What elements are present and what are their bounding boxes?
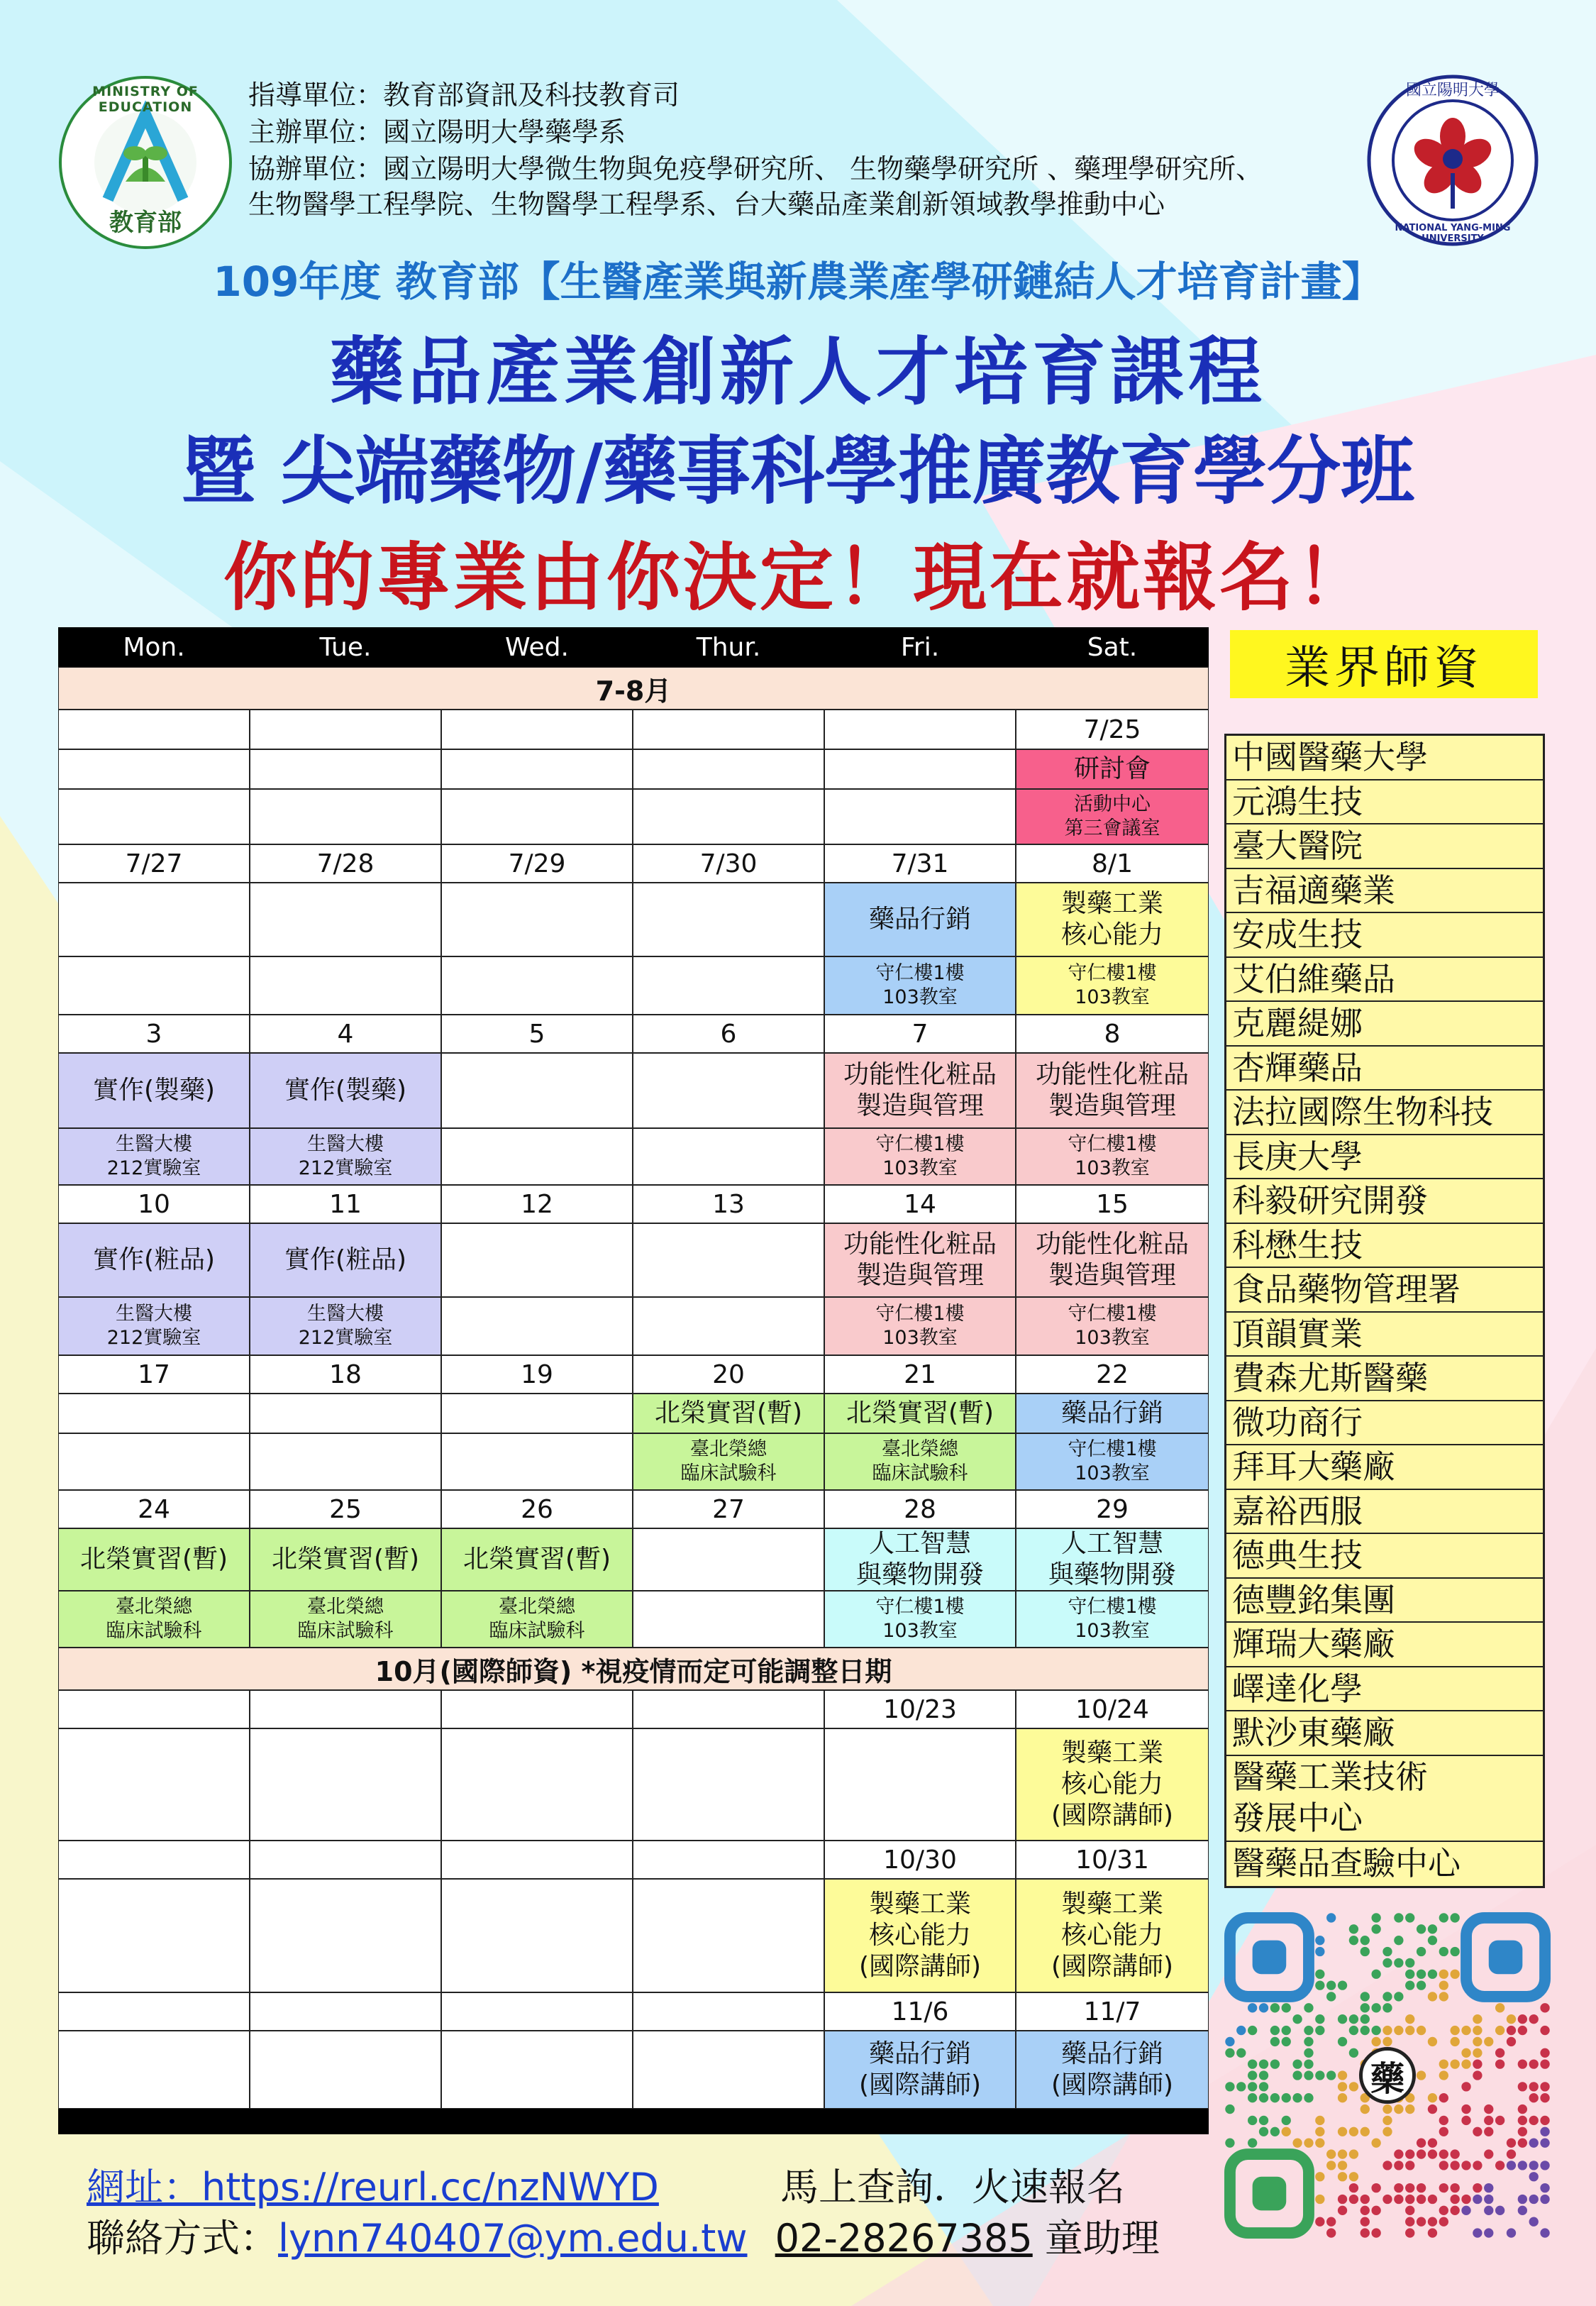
w6-date-fri bbox=[824, 1490, 1016, 1528]
empty-cell bbox=[824, 749, 1016, 789]
program-title: 藥品產業創新人才培育課程 bbox=[329, 329, 1266, 415]
empty-cell bbox=[633, 1841, 824, 1879]
empty-cell bbox=[441, 749, 633, 789]
call-to-action: 你的專業由你決定！現在就報名！ bbox=[223, 534, 1373, 621]
empty-cell bbox=[58, 1879, 250, 1992]
program-subtitle: 109年度 教育部【生醫產業與新農業產學研鏈結人才培育計畫】 bbox=[213, 258, 1383, 306]
empty-cell bbox=[633, 1297, 824, 1355]
oct2-date-sat bbox=[1016, 1841, 1209, 1879]
nymu-seal bbox=[1366, 74, 1539, 247]
w2-date-wed bbox=[441, 844, 633, 883]
company-item: 醫藥品查驗中心 bbox=[1232, 1843, 1461, 1882]
location-activity-center bbox=[1016, 789, 1209, 844]
empty-cell bbox=[441, 1690, 633, 1728]
company-item: 食品藥物管理署 bbox=[1226, 1268, 1543, 1313]
w2-date-wed-text: 7/29 bbox=[508, 849, 566, 878]
course-location-text: 臺北榮總 臨床試驗科 bbox=[489, 1596, 585, 1642]
course-location bbox=[58, 1128, 250, 1185]
slogan: 馬上查詢．火速報名 bbox=[780, 2165, 1125, 2210]
empty-cell bbox=[58, 1433, 250, 1490]
oct2-date-fri-text: 10/30 bbox=[883, 1845, 957, 1875]
w6-date-sat-text: 29 bbox=[1096, 1494, 1129, 1524]
empty-cell bbox=[250, 1879, 441, 1992]
course-location-text: 臺北榮總 臨床試驗科 bbox=[106, 1596, 202, 1642]
event-cosmetics-text: 功能性化粧品 製造與管理 bbox=[1035, 1230, 1189, 1290]
event-pharma-core-intl-text: 製藥工業 核心能力 (國際講師) bbox=[858, 1890, 982, 1981]
w5-date-wed bbox=[441, 1355, 633, 1394]
registration-url-link[interactable]: https://reurl.cc/nzNWYD bbox=[201, 2165, 659, 2210]
empty-cell bbox=[441, 956, 633, 1015]
empty-cell bbox=[250, 956, 441, 1015]
w4-date-wed-text: 12 bbox=[521, 1189, 553, 1219]
empty-cell bbox=[250, 1992, 441, 2031]
event-pharma-core-intl-text: 製藥工業 核心能力 (國際講師) bbox=[1051, 1890, 1174, 1981]
course-location bbox=[824, 1297, 1016, 1355]
oct3-date-fri-text: 11/6 bbox=[891, 1997, 949, 2026]
day-header-fri bbox=[824, 627, 1016, 667]
org-line-host: 主辦單位：國立陽明大學藥學系 bbox=[248, 116, 626, 148]
empty-cell bbox=[633, 749, 824, 789]
w6-date-fri-text: 28 bbox=[904, 1494, 936, 1524]
empty-cell bbox=[633, 1223, 824, 1297]
company-item: 費森尤斯醫藥 bbox=[1226, 1357, 1543, 1401]
day-header-mon bbox=[58, 627, 250, 667]
w2-date-sat-text: 8/1 bbox=[1092, 849, 1133, 878]
course-location-text: 臺北榮總 臨床試驗科 bbox=[872, 1438, 968, 1484]
course-location bbox=[250, 1297, 441, 1355]
w6-date-mon bbox=[58, 1490, 250, 1528]
event-cosmetics[interactable] bbox=[824, 1053, 1016, 1128]
empty-cell bbox=[250, 1394, 441, 1433]
w6-date-mon-text: 24 bbox=[138, 1494, 170, 1524]
w2-date-thu-text: 7/30 bbox=[699, 849, 758, 878]
course-location bbox=[824, 956, 1016, 1015]
event-cosmetics[interactable] bbox=[824, 1223, 1016, 1297]
company-item: 吉福適藥業 bbox=[1226, 869, 1543, 914]
course-location bbox=[824, 1433, 1016, 1490]
oct3-date-sat-text: 11/7 bbox=[1083, 1997, 1141, 2026]
event-practice-cosmetic-text: 實作(粧品) bbox=[284, 1245, 407, 1274]
course-location bbox=[1016, 1591, 1209, 1648]
empty-cell bbox=[441, 1394, 633, 1433]
w5-date-thu-text: 20 bbox=[712, 1359, 745, 1389]
event-pharma-core-intl[interactable] bbox=[1016, 1879, 1209, 1992]
empty-cell bbox=[58, 1690, 250, 1728]
qr-code[interactable] bbox=[1224, 1912, 1551, 2239]
event-pharma-core-intl[interactable] bbox=[824, 1879, 1016, 1992]
course-location bbox=[250, 1591, 441, 1648]
empty-cell bbox=[58, 789, 250, 844]
phone-number: 02-28267385 bbox=[775, 2216, 1033, 2261]
empty-cell bbox=[441, 883, 633, 956]
w4-date-tue bbox=[250, 1185, 441, 1223]
empty-cell bbox=[633, 1128, 824, 1185]
section-header-october-text: 10月(國際師資) *視疫情而定可能調整日期 bbox=[375, 1655, 892, 1687]
day-header-tue bbox=[250, 627, 441, 667]
qr-center-label: 藥 bbox=[1359, 2047, 1416, 2104]
empty-cell bbox=[633, 1728, 824, 1841]
w5-date-mon-text: 17 bbox=[138, 1359, 170, 1389]
course-location bbox=[441, 1591, 633, 1648]
w4-date-mon bbox=[58, 1185, 250, 1223]
course-location-text: 生醫大樓 212實驗室 bbox=[106, 1133, 201, 1179]
oct2-date-fri bbox=[824, 1841, 1016, 1879]
w4-date-wed bbox=[441, 1185, 633, 1223]
section-header-summer bbox=[58, 667, 1209, 710]
course-location-text: 臺北榮總 臨床試驗科 bbox=[297, 1596, 394, 1642]
empty-cell bbox=[441, 1297, 633, 1355]
url-row bbox=[87, 2157, 659, 2212]
event-drug-marketing-text: 藥品行銷 bbox=[1060, 1399, 1163, 1428]
w2-date-mon bbox=[58, 844, 250, 883]
event-vghtpe-intern-text: 北榮實習(暫) bbox=[462, 1545, 611, 1574]
empty-cell bbox=[633, 1879, 824, 1992]
w2-date-fri-text: 7/31 bbox=[891, 849, 949, 878]
event-pharma-core-text: 製藥工業 核心能力 bbox=[1060, 889, 1163, 949]
course-location bbox=[633, 1433, 824, 1490]
w4-date-thu-text: 13 bbox=[712, 1189, 745, 1219]
w6-date-sat bbox=[1016, 1490, 1209, 1528]
course-location-text: 守仁樓1樓 103教室 bbox=[875, 1133, 965, 1179]
course-location-text: 守仁樓1樓 103教室 bbox=[875, 1596, 965, 1642]
w3-date-thu bbox=[633, 1015, 824, 1053]
w3-date-fri bbox=[824, 1015, 1016, 1053]
empty-cell bbox=[441, 1053, 633, 1128]
event-vghtpe-intern[interactable] bbox=[250, 1528, 441, 1591]
oct3-date-fri bbox=[824, 1992, 1016, 2031]
event-drug-marketing[interactable] bbox=[1016, 1394, 1209, 1433]
empty-cell bbox=[58, 710, 250, 749]
empty-cell bbox=[250, 1841, 441, 1879]
w5-date-thu bbox=[633, 1355, 824, 1394]
section-header-summer-text: 7-8月 bbox=[595, 675, 672, 707]
w6-date-wed-text: 26 bbox=[521, 1494, 553, 1524]
event-drug-marketing[interactable] bbox=[824, 883, 1016, 956]
oct3-date-sat bbox=[1016, 1992, 1209, 2031]
w4-date-sat-text: 15 bbox=[1096, 1189, 1129, 1219]
w4-date-sat bbox=[1016, 1185, 1209, 1223]
company-item: 拜耳大藥廠 bbox=[1226, 1445, 1543, 1490]
event-seminar[interactable] bbox=[1016, 749, 1209, 789]
w6-date-thu-text: 27 bbox=[712, 1494, 745, 1524]
company-item: 艾伯維藥品 bbox=[1226, 958, 1543, 1003]
event-practice-cosmetic[interactable] bbox=[58, 1223, 250, 1297]
empty-cell bbox=[633, 2031, 824, 2109]
event-cosmetics-text: 功能性化粧品 製造與管理 bbox=[843, 1060, 997, 1120]
w2-date-tue-text: 7/28 bbox=[316, 849, 375, 878]
course-location-text: 臺北榮總 臨床試驗科 bbox=[680, 1438, 777, 1484]
day-header-wed bbox=[441, 627, 633, 667]
industry-faculty-title: 業界師資 bbox=[1230, 630, 1538, 698]
empty-cell bbox=[58, 1992, 250, 2031]
course-calendar bbox=[58, 627, 1209, 2134]
w3-date-thu-text: 6 bbox=[720, 1019, 737, 1049]
course-location bbox=[1016, 1433, 1209, 1490]
empty-cell bbox=[441, 1223, 633, 1297]
contact-person: 童助理 bbox=[1044, 2216, 1160, 2261]
empty-cell bbox=[441, 1433, 633, 1490]
empty-cell bbox=[633, 1528, 824, 1591]
org-line-coorg: 協辦單位：國立陽明大學微生物與免疫學研究所、 生物藥學研究所 、藥理學研究所、 bbox=[248, 153, 1263, 184]
empty-cell bbox=[633, 710, 824, 749]
company-item: 科毅研究開發 bbox=[1226, 1179, 1543, 1224]
event-practice-pharma[interactable] bbox=[250, 1053, 441, 1128]
w5-date-tue-text: 18 bbox=[329, 1359, 362, 1389]
empty-cell bbox=[250, 2031, 441, 2109]
course-location-text: 守仁樓1樓 103教室 bbox=[1068, 1596, 1157, 1642]
w2-date-fri bbox=[824, 844, 1016, 883]
day-header-sat bbox=[1016, 627, 1209, 667]
event-ai-drug-dev[interactable] bbox=[824, 1528, 1016, 1591]
empty-cell bbox=[250, 1433, 441, 1490]
day-header-mon-text: Mon. bbox=[123, 632, 185, 662]
nymu-seal-cn: 國立陽明大學 bbox=[1405, 82, 1500, 99]
empty-cell bbox=[250, 710, 441, 749]
nymu-seal-en: NATIONAL YANG-MING UNIVERSITY bbox=[1395, 223, 1511, 244]
company-item: 法拉國際生物科技 bbox=[1226, 1091, 1543, 1135]
empty-cell bbox=[441, 789, 633, 844]
course-location bbox=[824, 1591, 1016, 1648]
program-title-2: 暨 尖端藥物/藥事科學推廣教育學分班 bbox=[181, 428, 1415, 514]
company-item: 德豐銘集團 bbox=[1226, 1579, 1543, 1623]
event-vghtpe-intern-text: 北榮實習(暫) bbox=[846, 1399, 994, 1428]
company-item: 元鴻生技 bbox=[1226, 780, 1543, 825]
course-location-text: 守仁樓1樓 103教室 bbox=[1068, 1303, 1157, 1349]
w4-date-mon-text: 10 bbox=[138, 1189, 170, 1219]
company-list bbox=[1224, 734, 1545, 1888]
empty-cell bbox=[441, 1128, 633, 1185]
day-header-tue-text: Tue. bbox=[319, 632, 372, 662]
day-header-thu-text: Thur. bbox=[696, 632, 761, 662]
event-vghtpe-intern-text: 北榮實習(暫) bbox=[654, 1399, 803, 1428]
event-ai-drug-dev[interactable] bbox=[1016, 1528, 1209, 1591]
w3-date-wed-text: 5 bbox=[528, 1019, 545, 1049]
email-link[interactable]: lynn740407@ym.edu.tw bbox=[278, 2216, 748, 2261]
day-header-fri-text: Fri. bbox=[900, 632, 940, 662]
course-location-text: 生醫大樓 212實驗室 bbox=[298, 1303, 393, 1349]
empty-cell bbox=[250, 1690, 441, 1728]
company-item: 杏輝藥品 bbox=[1226, 1047, 1543, 1091]
course-location bbox=[824, 1128, 1016, 1185]
w2-date-thu bbox=[633, 844, 824, 883]
day-header-thu bbox=[633, 627, 824, 667]
w6-date-thu bbox=[633, 1490, 824, 1528]
w3-date-mon-text: 3 bbox=[145, 1019, 162, 1049]
w2-date-mon-text: 7/27 bbox=[125, 849, 183, 878]
w5-date-fri bbox=[824, 1355, 1016, 1394]
event-practice-pharma-text: 實作(製藥) bbox=[92, 1076, 216, 1105]
w4-date-fri-text: 14 bbox=[904, 1189, 936, 1219]
company-item: 德典生技 bbox=[1226, 1534, 1543, 1579]
event-vghtpe-intern-text: 北榮實習(暫) bbox=[79, 1545, 228, 1574]
event-practice-cosmetic-text: 實作(粧品) bbox=[92, 1245, 216, 1274]
company-item: 嶧達化學 bbox=[1226, 1667, 1543, 1712]
w3-date-tue-text: 4 bbox=[337, 1019, 354, 1049]
event-pharma-core-intl[interactable] bbox=[1016, 1728, 1209, 1841]
empty-cell bbox=[633, 1690, 824, 1728]
w6-date-tue-text: 25 bbox=[329, 1494, 362, 1524]
event-pharma-core-intl-text: 製藥工業 核心能力 (國際講師) bbox=[1051, 1738, 1174, 1830]
event-cosmetics-text: 功能性化粧品 製造與管理 bbox=[843, 1230, 997, 1290]
w5-date-wed-text: 19 bbox=[521, 1359, 553, 1389]
org-line-guidance: 指導單位：教育部資訊及科技教育司 bbox=[248, 79, 680, 111]
w3-date-sat bbox=[1016, 1015, 1209, 1053]
section-header-october bbox=[58, 1648, 1209, 1690]
w3-date-tue bbox=[250, 1015, 441, 1053]
empty-cell bbox=[58, 883, 250, 956]
course-location bbox=[1016, 956, 1209, 1015]
company-item: 輝瑞大藥廠 bbox=[1226, 1623, 1543, 1667]
course-location-text: 守仁樓1樓 103教室 bbox=[1068, 1133, 1157, 1179]
company-item: 嘉裕西服 bbox=[1226, 1490, 1543, 1535]
oct1-date-fri bbox=[824, 1690, 1016, 1728]
event-vghtpe-intern[interactable] bbox=[58, 1528, 250, 1591]
company-item: 微功商行 bbox=[1226, 1401, 1543, 1446]
course-location bbox=[1016, 1297, 1209, 1355]
event-vghtpe-intern[interactable] bbox=[441, 1528, 633, 1591]
event-cosmetics[interactable] bbox=[1016, 1053, 1209, 1128]
empty-cell bbox=[441, 2031, 633, 2109]
course-location-text: 守仁樓1樓 103教室 bbox=[1068, 962, 1157, 1008]
event-vghtpe-intern[interactable] bbox=[633, 1394, 824, 1433]
event-cosmetics-text: 功能性化粧品 製造與管理 bbox=[1035, 1060, 1189, 1120]
empty-cell bbox=[633, 1591, 824, 1648]
event-drug-marketing-intl-text: 藥品行銷 (國際講師) bbox=[858, 2039, 982, 2100]
empty-cell bbox=[633, 883, 824, 956]
course-location-text: 守仁樓1樓 103教室 bbox=[1068, 1438, 1157, 1484]
empty-cell bbox=[58, 1728, 250, 1841]
moe-logo bbox=[58, 75, 233, 250]
w6-date-wed bbox=[441, 1490, 633, 1528]
w5-date-mon bbox=[58, 1355, 250, 1394]
empty-cell bbox=[824, 1728, 1016, 1841]
w3-date-sat-text: 8 bbox=[1104, 1019, 1121, 1049]
course-location bbox=[58, 1297, 250, 1355]
event-practice-pharma-text: 實作(製藥) bbox=[284, 1076, 407, 1105]
w2-date-tue bbox=[250, 844, 441, 883]
empty-cell bbox=[441, 1879, 633, 1992]
company-item: 長庚大學 bbox=[1226, 1135, 1543, 1180]
event-cosmetics[interactable] bbox=[1016, 1223, 1209, 1297]
event-vghtpe-intern[interactable] bbox=[824, 1394, 1016, 1433]
moe-logo-en: MINISTRY OF EDUCATION bbox=[92, 84, 199, 115]
event-seminar-text: 研討會 bbox=[1073, 754, 1151, 783]
empty-cell bbox=[250, 883, 441, 956]
empty-cell bbox=[441, 1841, 633, 1879]
oct1-date-fri-text: 10/23 bbox=[883, 1694, 957, 1724]
empty-cell bbox=[441, 1728, 633, 1841]
moe-logo-cn: 教育部 bbox=[109, 209, 182, 237]
empty-cell bbox=[824, 789, 1016, 844]
event-drug-marketing-intl[interactable] bbox=[1016, 2031, 1209, 2109]
date-0725-text: 7/25 bbox=[1083, 715, 1141, 744]
url-label: 網址： bbox=[87, 2165, 201, 2210]
course-location bbox=[1016, 1128, 1209, 1185]
event-practice-cosmetic[interactable] bbox=[250, 1223, 441, 1297]
w4-date-thu bbox=[633, 1185, 824, 1223]
course-location bbox=[58, 1591, 250, 1648]
oct1-date-sat-text: 10/24 bbox=[1075, 1694, 1149, 1724]
company-item: 安成生技 bbox=[1226, 913, 1543, 958]
w5-date-fri-text: 21 bbox=[904, 1359, 936, 1389]
company-item: 默沙東藥廠 bbox=[1226, 1711, 1543, 1756]
empty-cell bbox=[441, 710, 633, 749]
location-activity-center-text: 活動中心 第三會議室 bbox=[1064, 793, 1160, 839]
w3-date-fri-text: 7 bbox=[911, 1019, 929, 1049]
empty-cell bbox=[58, 2031, 250, 2109]
day-header-wed-text: Wed. bbox=[505, 632, 569, 662]
date-0725 bbox=[1016, 710, 1209, 749]
empty-cell bbox=[58, 1841, 250, 1879]
empty-cell bbox=[633, 956, 824, 1015]
empty-cell bbox=[58, 749, 250, 789]
empty-cell bbox=[441, 1992, 633, 2031]
company-item: 醫藥工業技術 發展中心 bbox=[1226, 1756, 1543, 1842]
event-practice-pharma[interactable] bbox=[58, 1053, 250, 1128]
event-ai-drug-dev-text: 人工智慧 與藥物開發 bbox=[1048, 1529, 1176, 1589]
w3-date-mon bbox=[58, 1015, 250, 1053]
company-item: 頂韻實業 bbox=[1226, 1313, 1543, 1357]
course-location-text: 生醫大樓 212實驗室 bbox=[298, 1133, 393, 1179]
empty-cell bbox=[633, 1053, 824, 1128]
event-drug-marketing-text: 藥品行銷 bbox=[868, 905, 971, 934]
event-drug-marketing-intl[interactable] bbox=[824, 2031, 1016, 2109]
w5-date-sat bbox=[1016, 1355, 1209, 1394]
w4-date-fri bbox=[824, 1185, 1016, 1223]
event-drug-marketing-intl-text: 藥品行銷 (國際講師) bbox=[1051, 2039, 1174, 2100]
event-vghtpe-intern-text: 北榮實習(暫) bbox=[271, 1545, 420, 1574]
day-header-sat-text: Sat. bbox=[1087, 632, 1138, 662]
course-location-text: 生醫大樓 212實驗室 bbox=[106, 1303, 201, 1349]
oct2-date-sat-text: 10/31 bbox=[1075, 1845, 1149, 1875]
company-item: 科懋生技 bbox=[1226, 1224, 1543, 1269]
course-location-text: 守仁樓1樓 103教室 bbox=[875, 962, 965, 1008]
empty-cell bbox=[58, 1394, 250, 1433]
empty-cell bbox=[824, 710, 1016, 749]
empty-cell bbox=[250, 789, 441, 844]
w5-date-tue bbox=[250, 1355, 441, 1394]
empty-cell bbox=[250, 1728, 441, 1841]
empty-cell bbox=[633, 1992, 824, 2031]
company-item: 克麗緹娜 bbox=[1226, 1002, 1543, 1047]
company-item: 中國醫藥大學 bbox=[1226, 736, 1543, 780]
course-location-text: 守仁樓1樓 103教室 bbox=[875, 1303, 965, 1349]
w4-date-tue-text: 11 bbox=[329, 1189, 362, 1219]
course-location bbox=[250, 1128, 441, 1185]
contact-row bbox=[87, 2208, 1160, 2263]
event-ai-drug-dev-text: 人工智慧 與藥物開發 bbox=[855, 1529, 984, 1589]
w6-date-tue bbox=[250, 1490, 441, 1528]
w5-date-sat-text: 22 bbox=[1096, 1359, 1129, 1389]
contact-label: 聯絡方式： bbox=[87, 2216, 278, 2261]
event-pharma-core[interactable] bbox=[1016, 883, 1209, 956]
w3-date-wed bbox=[441, 1015, 633, 1053]
org-line-coorg-2: 生物醫學工程學院、生物醫學工程學系、台大藥品產業創新領域教學推動中心 bbox=[248, 189, 1165, 220]
oct1-date-sat bbox=[1016, 1690, 1209, 1728]
empty-cell bbox=[250, 749, 441, 789]
company-item: 臺大醫院 bbox=[1226, 824, 1543, 869]
w2-date-sat bbox=[1016, 844, 1209, 883]
empty-cell bbox=[58, 956, 250, 1015]
empty-cell bbox=[633, 789, 824, 844]
